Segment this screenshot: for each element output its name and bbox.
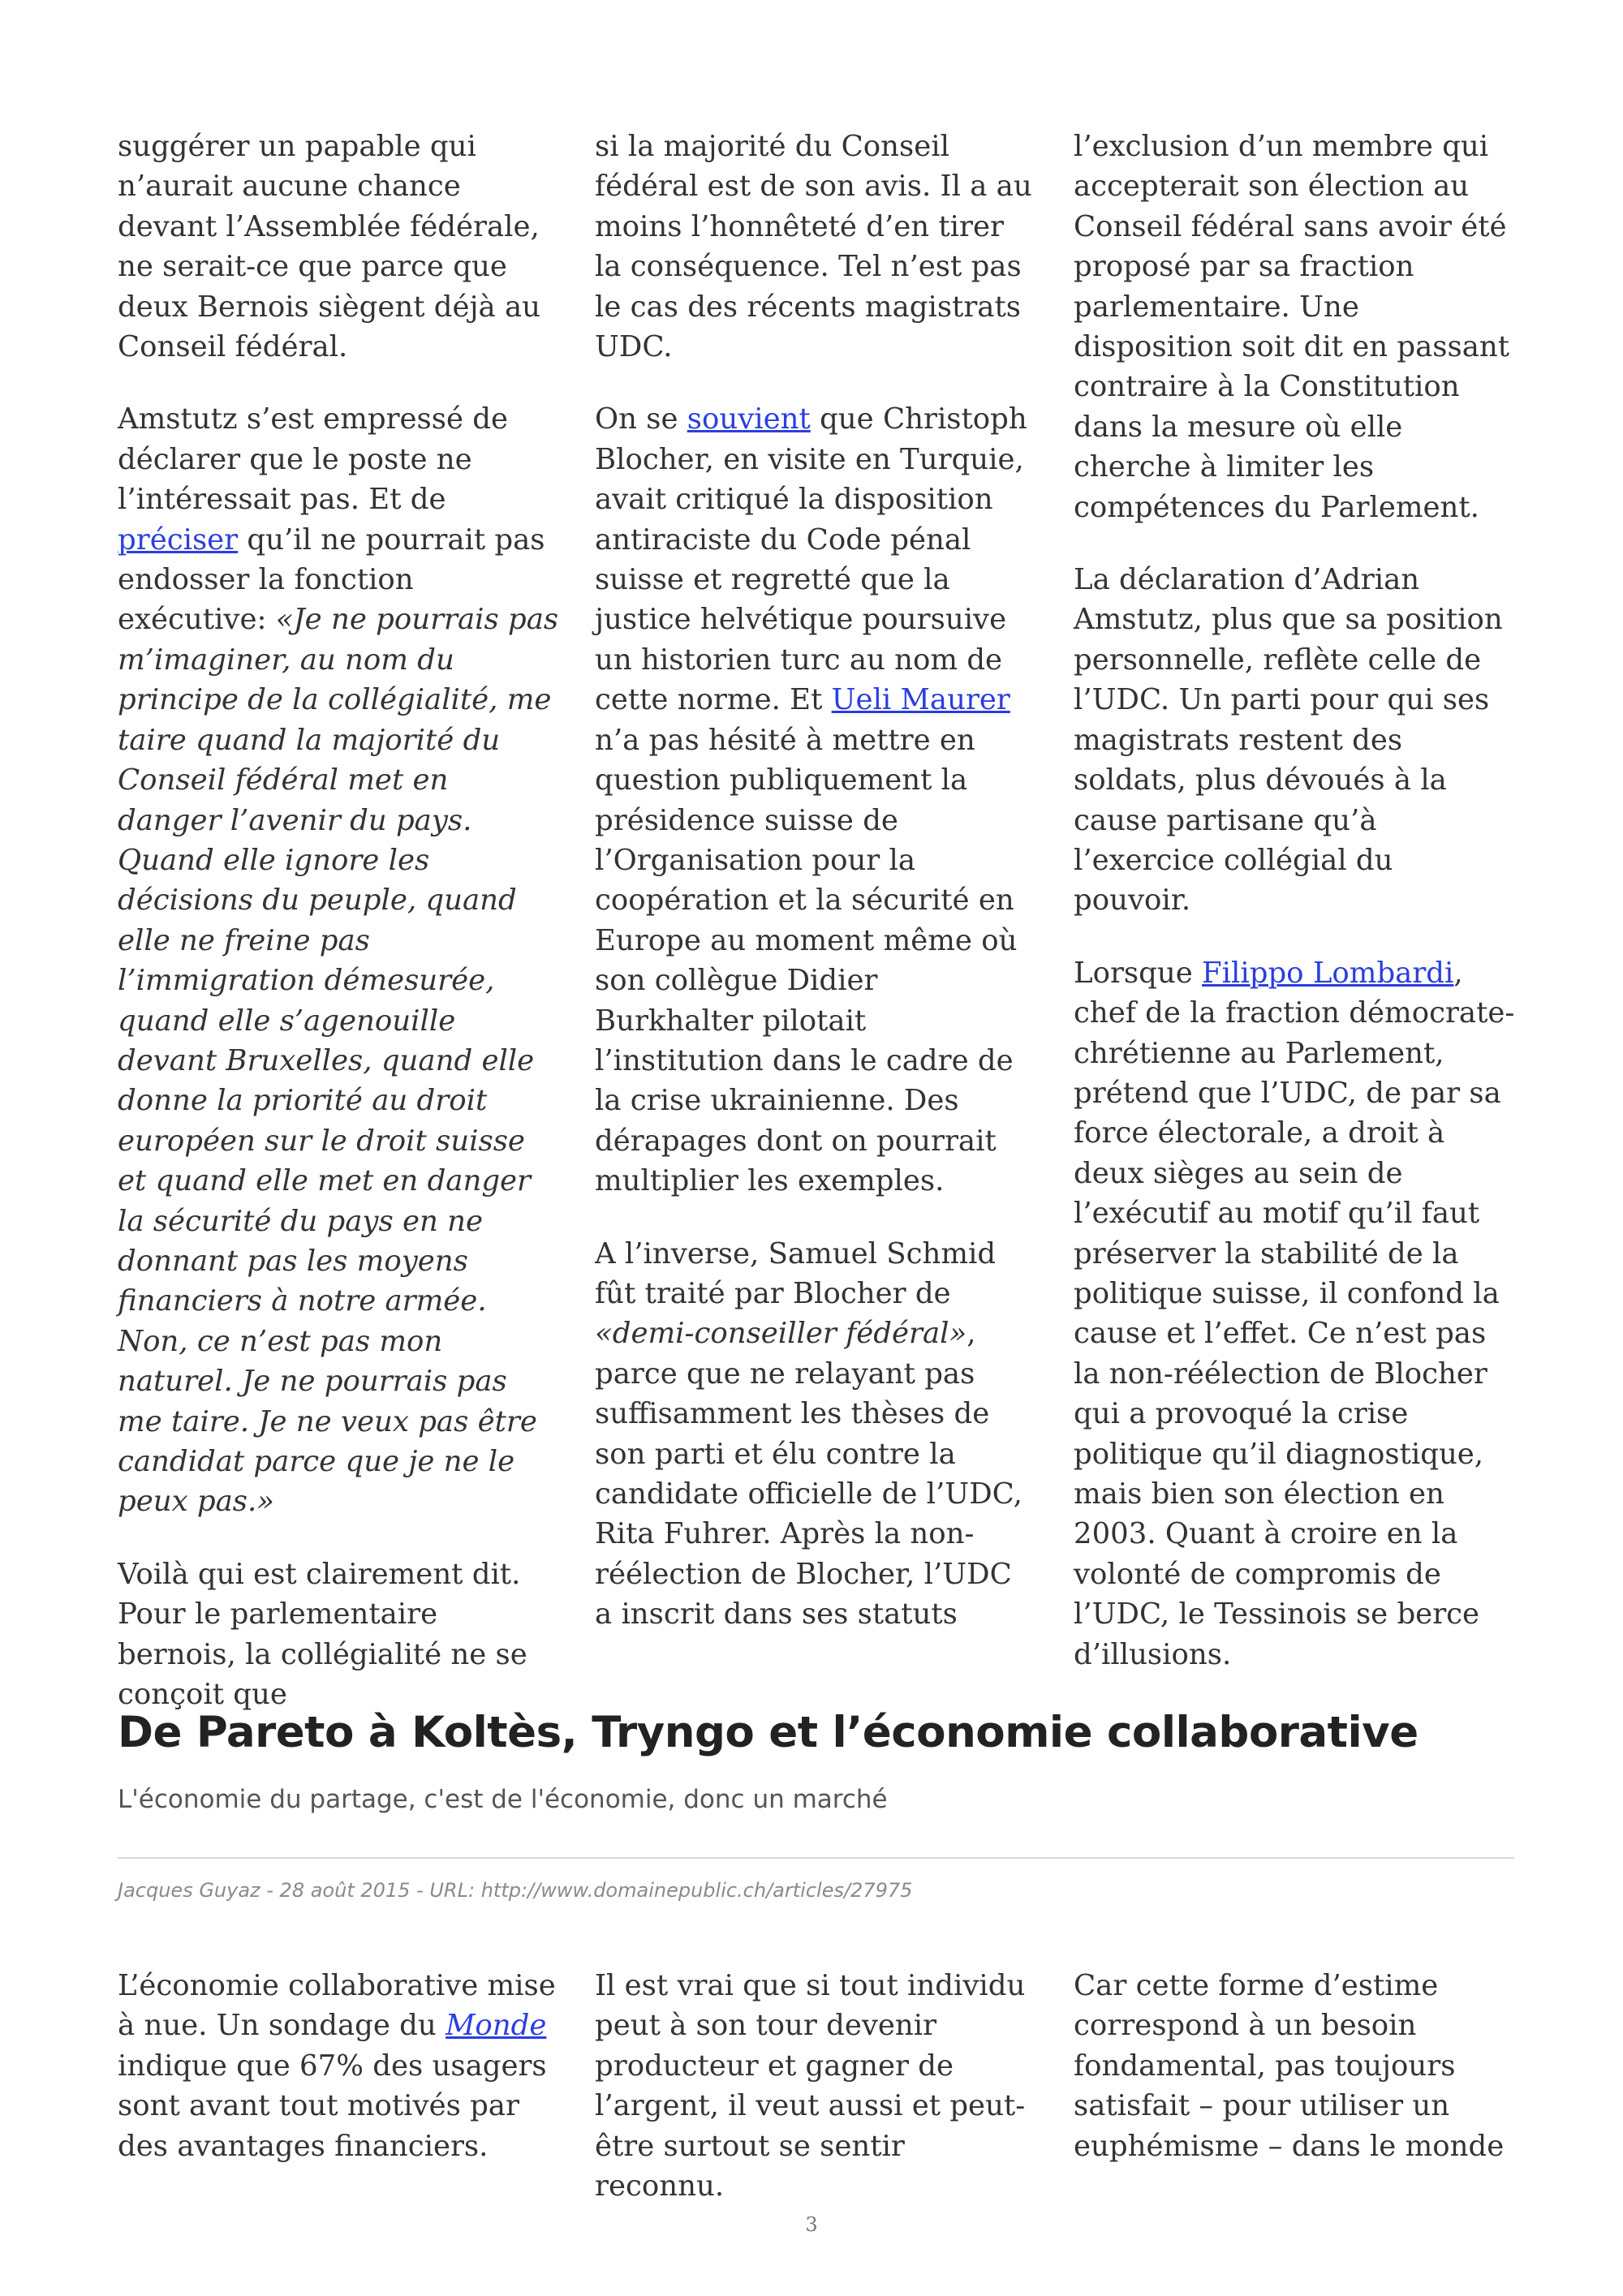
paragraph: Amstutz s’est empressé de déclarer que le poste ne l’intéressait pas. Et de préciser qu’il ne pourrait pas endosser la fonction exécutive: «Je ne pourrais pas m’imaginer, au nom du principe de la collégialité, me taire quand la majorité du Conseil fédéral met en danger l’avenir du pays. Quand elle ignore les décisions du peuple, quand elle ne freine pas l’immigration démesurée, quand elle s’agenouille devant Bruxelles, quand elle donne la priorité au droit européen sur le droit suisse et quand elle met en danger la sécurité du pays en ne donnant pas les moyens financiers à notre armée. Non, ce n’est pas mon naturel. Je ne pourrais pas me taire. Je ne veux pas être candidat parce que je ne le peux pas.» [118,402,559,1519]
article-column-2 [595,1966,1037,2238]
article-column-3 [1074,1966,1516,2199]
page-number: 3 [805,2213,818,2236]
paragraph: Car cette forme d’estime correspond à un besoin fondamental, pas toujours satisfait – pour utiliser un euphémisme – dans le monde [1074,1969,1505,2163]
link-preciser[interactable]: préciser [118,522,239,557]
divider [118,1857,1514,1859]
paragraph: Lorsque Filippo Lombardi, chef de la fraction démocrate-chrétienne au Parlement, prétend que l’UDC, de par sa force électorale, a droit à deux sièges au sein de l’exécutif au motif qu’il faut préserver la stabilité de la politique suisse, il confond la cause et l’effet. Ce n’est pas la non-réélection de Blocher qui a provoqué la crise politique qu’il diagnostique, mais bien son élection en 2003. Quant à croire en la volonté de compromis de l’UDC, le Tessinois se berce d’illusions. [1074,956,1515,1671]
link-filippo-lombardi[interactable]: Filippo Lombardi [1202,956,1454,990]
paragraph: Voilà qui est clairement dit. Pour le parlementaire bernois, la collégialité ne se conçoit que [118,1557,527,1712]
paragraph: si la majorité du Conseil fédéral est de son avis. Il a au moins l’honnêteté d’en tirer la conséquence. Tel n’est pas le cas des récents magistrats UDC. [595,130,1032,364]
article-subtitle: L'économie du partage, c'est de l'économie, donc un marché [118,1785,888,1814]
text-column-3 [1074,127,1516,1707]
link-monde[interactable]: Monde [446,2009,547,2043]
paragraph: l’exclusion d’un membre qui accepterait son élection au Conseil fédéral sans avoir été proposé par sa fraction parlementaire. Une disposition soit dit en passant contraire à la Constitution dans la mesure où elle cherche à limiter les compétences du Parlement. [1074,130,1510,524]
paragraph: L’économie collaborative mise à nue. Un sondage du Monde indique que 67% des usagers sont avant tout motivés par des avantages financiers. [118,1969,556,2163]
article-meta: Jacques Guyaz - 28 août 2015 - URL: http://www.domainepublic.ch/articles/27975 [118,1879,913,1902]
paragraph: suggérer un papable qui n’aurait aucune chance devant l’Assemblée fédérale, ne serait-ce que parce que deux Bernois siègent déjà au Conseil fédéral. [118,130,541,364]
text-column-2 [595,127,1037,1667]
paragraph: Il est vrai que si tout individu peut à son tour devenir producteur et gagner de l’argent, il veut aussi et peut-être surtout se sentir reconnu. [595,1969,1026,2204]
paragraph: La déclaration d’Adrian Amstutz, plus que sa position personnelle, reflète celle de l’UDC. Un parti pour qui ses magistrats restent des soldats, plus dévoués à la cause partisane qu’à l’exercice collégial du pouvoir. [1074,563,1503,918]
paragraph: A l’inverse, Samuel Schmid fût traité par Blocher de «demi-conseiller fédéral», parce que ne relayant pas suffisamment les thèses de son parti et élu contre la candidate officielle de l’UDC, Rita Fuhrer. Après la non-réélection de Blocher, l’UDC a inscrit dans ses statuts [595,1236,1022,1632]
article-title: De Pareto à Koltès, Tryngo et l’économie collaborative [118,1708,1419,1757]
link-ueli-maurer[interactable]: Ueli Maurer [831,683,1010,717]
quote-amstutz: «Je ne pourrais pas m’imaginer, au nom du principe de la collégialité, me taire quand la majorité du Conseil fédéral met en danger l’avenir du pays. Quand elle ignore les décisions du peuple, quand elle ne freine pas l’immigration démesurée, quand elle s’agenouille devant Bruxelles, quand elle donne la priorité au droit européen sur le droit suisse et quand elle met en danger la sécurité du pays en ne donnant pas les moyens financiers à notre armée. Non, ce n’est pas mon naturel. Je ne pourrais pas me taire. Je ne veux pas être candidat parce que je ne le peux pas.» [118,603,559,1519]
article-column-1 [118,1966,560,2199]
link-souvient[interactable]: souvient [687,402,811,436]
text-column-1 [118,127,560,1747]
quote-demi-conseiller: «demi-conseiller fédéral» [595,1317,967,1351]
paragraph: On se souvient que Christoph Blocher, en visite en Turquie, avait critiqué la disposition antiraciste du Code pénal suisse et regretté que la justice helvétique poursuive un historien turc au nom de cette norme. Et Ueli Maurer n’a pas hésité à mettre en question publiquement la présidence suisse de l’Organisation pour la coopération et la sécurité en Europe au moment même où son collègue Didier Burkhalter pilotait l’institution dans le cadre de la crise ukrainienne. Des dérapages dont on pourrait multiplier les exemples. [595,402,1027,1198]
